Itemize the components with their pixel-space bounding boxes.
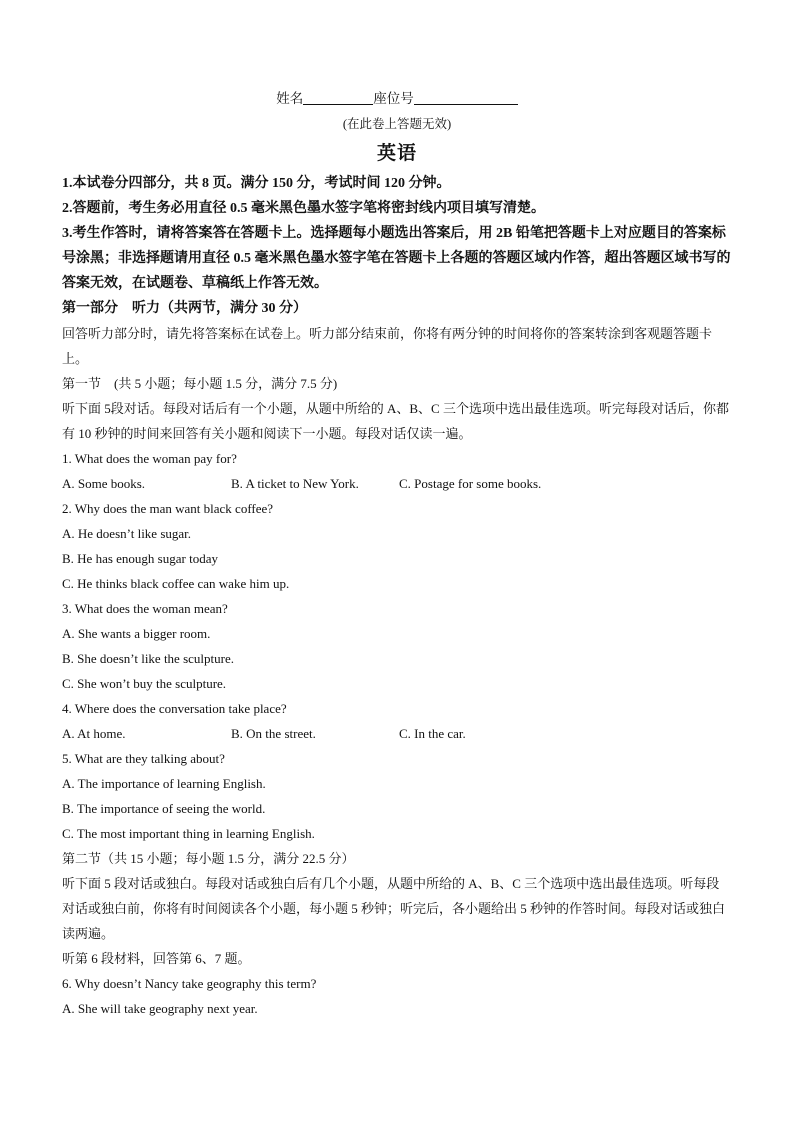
question-1-options bbox=[62, 471, 732, 496]
question-5: 5. What are they talking about? bbox=[62, 751, 225, 766]
q1-option-b: B. A ticket to New York. bbox=[231, 476, 359, 491]
part1-heading: 第一部分 听力（共两节，满分 30 分） bbox=[62, 301, 307, 316]
q4-option-c: C. In the car. bbox=[399, 726, 466, 741]
q2-option-a: A. He doesn’t like sugar. bbox=[62, 526, 192, 541]
q3-option-b: B. She doesn’t like the sculpture. bbox=[62, 651, 234, 666]
part1-intro: 回答听力部分时，请先将答案标在试卷上。听力部分结束前，你将有两分钟的时间将你的答案转涂到客观题答题卡上。 bbox=[62, 326, 713, 366]
question-3: 3. What does the woman mean? bbox=[62, 601, 228, 616]
question-6: 6. Why doesn’t Nancy take geography this term? bbox=[62, 976, 317, 991]
seat-label: 座位号 bbox=[373, 91, 414, 106]
instruction-2: 2.答题前，考生务必用直径 0.5 毫米黑色墨水签字笔将密封线内项目填写清楚。 bbox=[62, 201, 545, 216]
exam-page bbox=[62, 84, 732, 1021]
q4-option-b: B. On the street. bbox=[231, 726, 316, 741]
invalid-note: (在此卷上答题无效) bbox=[342, 117, 452, 131]
q6-option-a: A. She will take geography next year. bbox=[62, 1001, 258, 1016]
q2-option-c: C. He thinks black coffee can wake him up. bbox=[62, 576, 290, 591]
question-1: 1. What does the woman pay for? bbox=[62, 451, 237, 466]
question-4: 4. Where does the conversation take place? bbox=[62, 701, 287, 716]
material-6-note: 听第 6 段材料，回答第 6、7 题。 bbox=[62, 951, 251, 966]
section1-directions: 听下面 5段对话。每段对话后有一个小题，从题中所给的 A、B、C 三个选项中选出最佳选项。听完每段对话后，你都有 10 秒钟的时间来回答有关小题和阅读下一小题。每段对话仅读一遍。 bbox=[62, 401, 729, 441]
q1-option-c: C. Postage for some books. bbox=[399, 476, 542, 491]
q3-option-a: A. She wants a bigger room. bbox=[62, 626, 211, 641]
q5-option-c: C. The most important thing in learning English. bbox=[62, 826, 315, 841]
question-4-options bbox=[62, 721, 732, 746]
q3-option-c: C. She won’t buy the sculpture. bbox=[62, 676, 227, 691]
q4-option-a: A. At home. bbox=[62, 726, 126, 741]
section2-directions: 听下面 5 段对话或独白。每段对话或独白后有几个小题，从题中所给的 A、B、C 三个选项中选出最佳选项。听每段对话或独白前，你将有时间阅读各个小题，每小题 5 秒钟；听完后，各小题给出 5 秒钟的作答时间。每段对话或独白读两遍。 bbox=[62, 876, 726, 941]
q2-option-b: B. He has enough sugar today bbox=[62, 551, 218, 566]
name-label: 姓名 bbox=[276, 91, 304, 106]
instruction-1: 1.本试卷分四部分，共 8 页。满分 150 分，考试时间 120 分钟。 bbox=[62, 176, 451, 191]
q5-option-b: B. The importance of seeing the world. bbox=[62, 801, 266, 816]
question-2: 2. Why does the man want black coffee? bbox=[62, 501, 274, 516]
q5-option-a: A. The importance of learning English. bbox=[62, 776, 266, 791]
instruction-3: 3.考生作答时，请将答案答在答题卡上。选择题每小题选出答案后，用 2B 铅笔把答题卡上对应题目的答案标号涂黑；非选择题请用直径 0.5 毫米黑色墨水签字笔在答题卡上各题的答题区域内作答，超出答题区域书写的答案无效，在试题卷、草稿纸上作答无效。 bbox=[62, 226, 731, 291]
name-blank[interactable] bbox=[303, 90, 373, 105]
q1-option-a: A. Some books. bbox=[62, 476, 146, 491]
section2-heading: 第二节（共 15 小题；每小题 1.5 分，满分 22.5 分） bbox=[62, 851, 355, 866]
header-fields bbox=[62, 84, 732, 113]
section1-heading: 第一节 (共 5 小题；每小题 1.5 分，满分 7.5 分) bbox=[62, 376, 338, 391]
seat-blank[interactable] bbox=[414, 90, 518, 105]
page-title: 英语 bbox=[376, 143, 417, 164]
